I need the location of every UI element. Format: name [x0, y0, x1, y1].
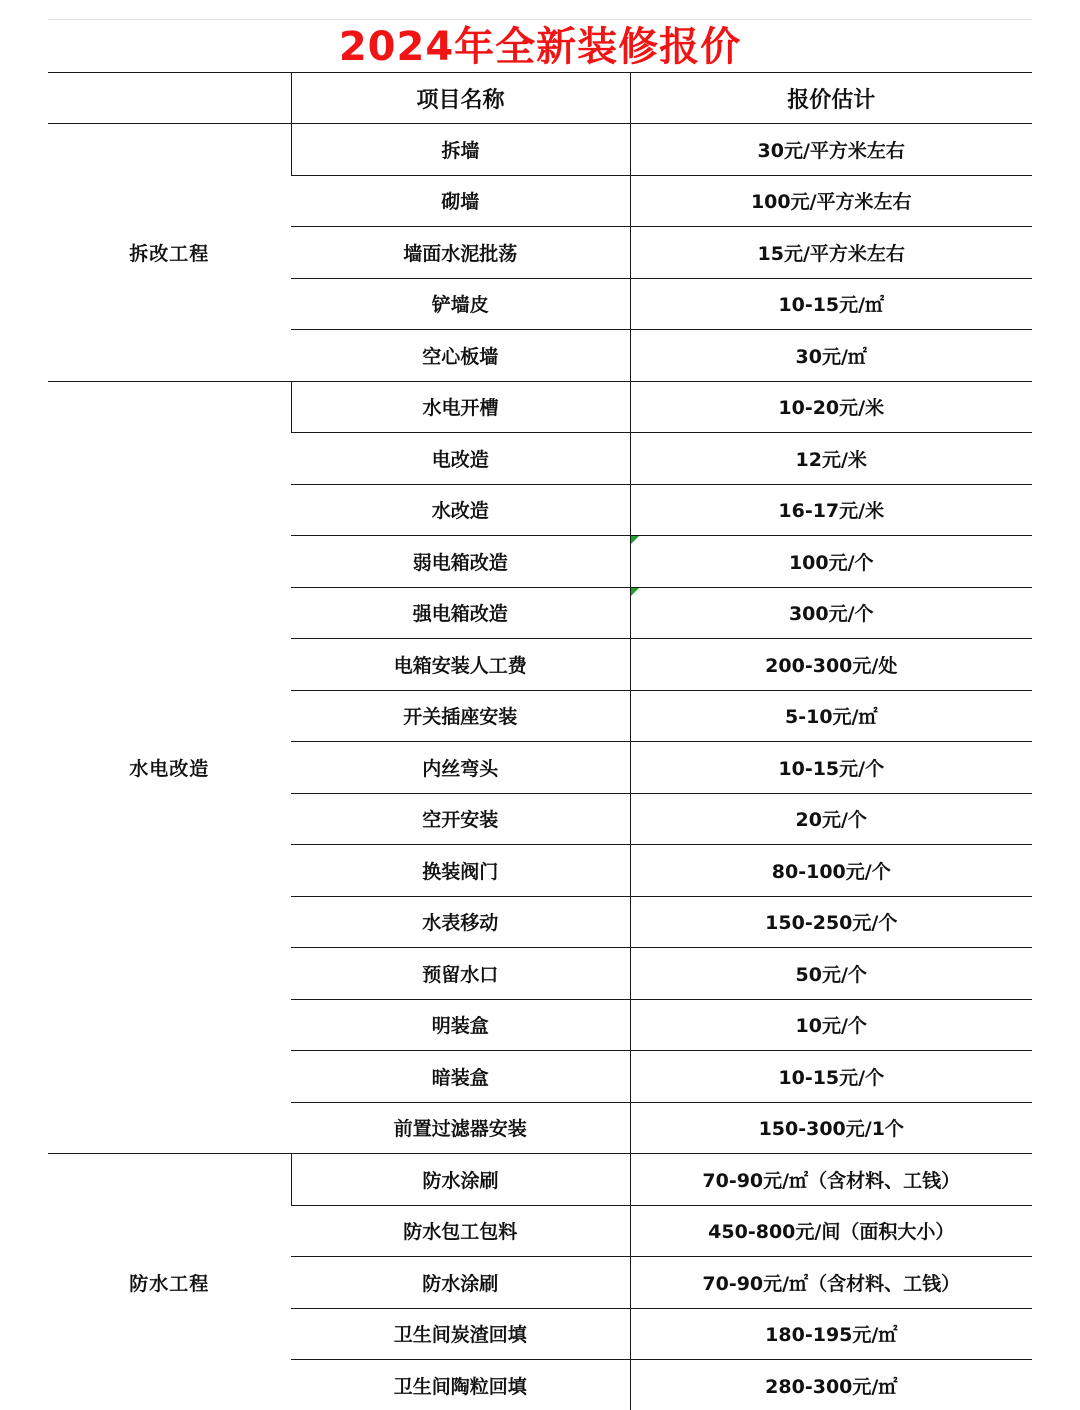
item-name-cell: 预留水口 — [291, 948, 630, 1000]
category-cell: 防水工程 — [48, 1154, 291, 1410]
item-name-cell: 明装盒 — [291, 999, 630, 1051]
price-cell — [630, 742, 1032, 794]
item-name-cell: 墙面水泥批荡 — [291, 227, 630, 279]
price-text: 15元/平方米左右 — [757, 242, 905, 265]
price-cell — [630, 1257, 1032, 1309]
item-name-cell: 电箱安装人工费 — [291, 639, 630, 691]
price-text: 100元/个 — [788, 551, 874, 574]
table-row — [48, 381, 1032, 433]
price-cell — [630, 948, 1032, 1000]
item-name-cell: 卫生间炭渣回填 — [291, 1308, 630, 1360]
price-cell — [630, 381, 1032, 433]
comment-indicator-icon[interactable] — [631, 588, 639, 596]
price-cell — [630, 1360, 1032, 1410]
price-cell — [630, 639, 1032, 691]
sheet-title: 2024年全新装修报价 — [338, 24, 742, 70]
item-name-cell: 砌墙 — [291, 175, 630, 227]
item-name-cell: 弱电箱改造 — [291, 536, 630, 588]
item-name-cell: 水电开槽 — [291, 381, 630, 433]
item-name-cell: 拆墙 — [291, 124, 630, 176]
price-text: 50元/个 — [795, 963, 867, 986]
price-cell — [630, 536, 1032, 588]
price-cell — [630, 278, 1032, 330]
price-text: 280-300元/㎡ — [765, 1375, 898, 1398]
item-name-cell: 空心板墙 — [291, 330, 630, 382]
comment-indicator-icon[interactable] — [631, 536, 639, 544]
price-text: 10-15元/㎡ — [778, 294, 885, 317]
price-cell — [630, 690, 1032, 742]
price-cell — [630, 330, 1032, 382]
top-rule — [48, 19, 1032, 20]
price-text: 30元/㎡ — [795, 345, 867, 368]
price-text: 20元/个 — [795, 809, 867, 832]
price-cell — [630, 1102, 1032, 1154]
price-text: 70-90元/㎡（含材料、工钱） — [702, 1169, 961, 1192]
price-cell — [630, 1308, 1032, 1360]
price-text: 100元/平方米左右 — [750, 191, 912, 214]
price-cell — [630, 896, 1032, 948]
price-cell — [630, 227, 1032, 279]
price-text: 150-300元/1个 — [758, 1118, 904, 1141]
item-name-cell: 水改造 — [291, 484, 630, 536]
item-name-cell: 强电箱改造 — [291, 587, 630, 639]
price-table — [48, 72, 1032, 1410]
item-name-cell: 暗装盒 — [291, 1051, 630, 1103]
item-name-cell: 前置过滤器安装 — [291, 1102, 630, 1154]
item-name-cell: 防水包工包料 — [291, 1205, 630, 1257]
price-text: 10元/个 — [795, 1015, 867, 1038]
item-name-cell: 开关插座安装 — [291, 690, 630, 742]
price-text: 10-15元/个 — [778, 1066, 885, 1089]
price-text: 180-195元/㎡ — [765, 1324, 898, 1347]
price-cell — [630, 433, 1032, 485]
item-name-cell: 电改造 — [291, 433, 630, 485]
header-item-name: 项目名称 — [291, 73, 630, 124]
price-text: 10-15元/个 — [778, 757, 885, 780]
item-name-cell: 水表移动 — [291, 896, 630, 948]
price-text: 10-20元/米 — [778, 397, 885, 420]
category-cell: 拆改工程 — [48, 124, 291, 382]
category-cell: 水电改造 — [48, 381, 291, 1154]
price-text: 300元/个 — [788, 603, 874, 626]
item-name-cell: 空开安装 — [291, 793, 630, 845]
price-text: 150-250元/个 — [765, 912, 898, 935]
price-text: 16-17元/米 — [778, 500, 885, 523]
price-cell — [630, 999, 1032, 1051]
price-cell — [630, 587, 1032, 639]
header-price-estimate: 报价估计 — [630, 73, 1032, 124]
item-name-cell: 内丝弯头 — [291, 742, 630, 794]
price-cell — [630, 1205, 1032, 1257]
table-body — [48, 124, 1032, 1410]
price-cell — [630, 1154, 1032, 1206]
price-text: 200-300元/处 — [765, 654, 898, 677]
price-cell — [630, 484, 1032, 536]
price-text: 450-800元/间（面积大小） — [708, 1221, 955, 1244]
item-name-cell: 铲墙皮 — [291, 278, 630, 330]
header-category — [48, 73, 291, 124]
price-cell — [630, 845, 1032, 897]
price-text: 70-90元/㎡（含材料、工钱） — [702, 1272, 961, 1295]
price-cell — [630, 793, 1032, 845]
price-text: 5-10元/㎡ — [785, 706, 878, 729]
table-header-row — [48, 73, 1032, 124]
item-name-cell: 换装阀门 — [291, 845, 630, 897]
item-name-cell: 防水涂刷 — [291, 1154, 630, 1206]
price-text: 30元/平方米左右 — [757, 139, 905, 162]
table-row — [48, 1154, 1032, 1206]
item-name-cell: 防水涂刷 — [291, 1257, 630, 1309]
price-text: 80-100元/个 — [771, 860, 891, 883]
price-sheet — [48, 0, 1032, 1410]
price-text: 12元/米 — [795, 448, 867, 471]
price-cell — [630, 1051, 1032, 1103]
table-row — [48, 124, 1032, 176]
item-name-cell: 卫生间陶粒回填 — [291, 1360, 630, 1410]
price-cell — [630, 124, 1032, 176]
price-cell — [630, 175, 1032, 227]
